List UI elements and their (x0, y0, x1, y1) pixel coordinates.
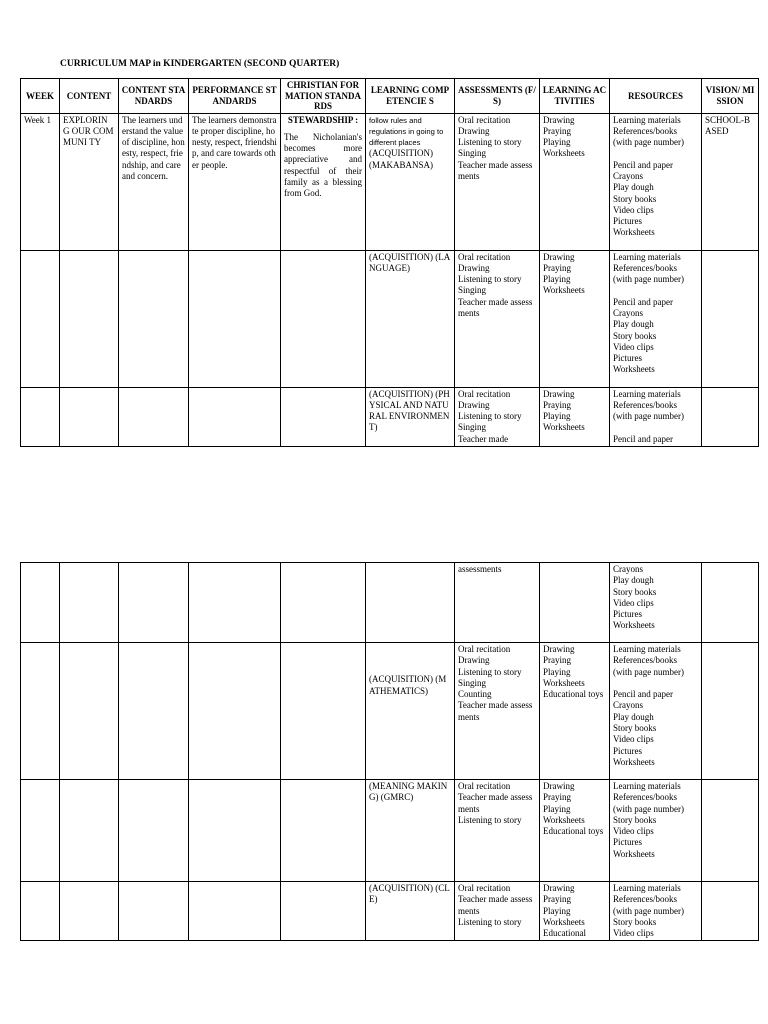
list-item: Singing (458, 422, 487, 433)
list-item: Crayons (613, 170, 643, 181)
header-content: CONTENT (60, 79, 119, 114)
list-item: Learning materials (613, 781, 681, 791)
table-row (21, 643, 759, 780)
assessments-cell (455, 250, 540, 387)
list-item: Oral recitation (458, 644, 511, 654)
week-cell: Week 1 (21, 113, 60, 250)
competency-cell (366, 113, 455, 250)
list-item: Teacher made (458, 433, 509, 444)
resources-cell (610, 113, 702, 250)
list-item: Listening to story (458, 814, 522, 825)
list-item: Play dough (613, 575, 654, 586)
list-item: Worksheets (613, 227, 655, 238)
resources-cell (610, 563, 702, 643)
list-item: Praying (543, 655, 571, 666)
vision-cell: SCHOOL-BASED (702, 113, 759, 250)
list-item: Oral recitation (458, 781, 511, 791)
list-item: Video clips (613, 597, 654, 608)
assessments-cell (455, 387, 540, 446)
list-item: Video clips (613, 204, 654, 215)
list-item: Play dough (613, 711, 654, 722)
resources-cell (610, 780, 702, 882)
list-item: Story books (613, 330, 657, 341)
list-item: Story books (613, 586, 657, 597)
list-item: Counting (458, 689, 492, 700)
list-item: Video clips (613, 928, 654, 939)
competency-cell: (ACQUISITION) (LANGUAGE) (366, 250, 455, 387)
curriculum-table-page-2 (20, 562, 759, 941)
list-item: Oral recitation (458, 883, 511, 893)
list-item: Worksheets (613, 848, 655, 859)
competency-cell: (ACQUISITION) (PHYSICAL AND NATURAL ENVIRONMENT) (366, 387, 455, 446)
list-item: Teacher made assessments (458, 296, 533, 318)
list-item: Video clips (613, 826, 654, 837)
list-item: Drawing (458, 125, 490, 136)
list-item: Crayons (613, 564, 643, 574)
assessments-cell (455, 882, 540, 941)
list-item: Playing (543, 274, 571, 285)
list-item: Praying (543, 262, 571, 273)
list-item: Pictures (613, 353, 642, 364)
list-item: Praying (543, 894, 571, 905)
list-item: Drawing (543, 883, 575, 893)
resources-cell (610, 882, 702, 941)
header-vision-mission: VISION/ MISSION (702, 79, 759, 114)
list-item: Pictures (613, 745, 642, 756)
assessments-cell (455, 643, 540, 780)
list-item: Teacher made assessments (458, 894, 533, 916)
list-item: Listening to story (458, 916, 522, 927)
competency-cell: (ACQUISITION) (CLE) (366, 882, 455, 941)
list-item: (with page number) (613, 411, 684, 422)
activities-cell (540, 387, 610, 446)
spacer (613, 422, 698, 433)
list-item: (with page number) (613, 137, 684, 148)
list-item: Learning materials (613, 644, 681, 654)
list-item: Play dough (613, 182, 654, 193)
list-item: Playing (543, 905, 571, 916)
resources-cell (610, 643, 702, 780)
list-item: Learning materials (613, 114, 681, 125)
list-item: Oral recitation (458, 251, 511, 262)
list-item: Worksheets (543, 285, 585, 296)
list-item: Pencil and paper (613, 159, 673, 170)
list-item: Drawing (543, 251, 575, 262)
list-item: Oral recitation (458, 388, 511, 399)
list-item: Worksheets (543, 677, 585, 688)
list-item: Worksheets (613, 620, 655, 631)
activities-cell (540, 250, 610, 387)
list-item: Video clips (613, 734, 654, 745)
list-item: Worksheets (613, 756, 655, 767)
list-item: Playing (543, 803, 571, 814)
list-item: Listening to story (458, 666, 522, 677)
christian-text: The Nicholanian's becomes more appreciative and respectful of their family as a blessing from God. (284, 131, 362, 199)
list-item: References/books (613, 399, 677, 410)
list-item: Drawing (543, 644, 575, 654)
competency-cell: (ACQUISITION) (MATHEMATICS) (366, 643, 455, 780)
list-item: Crayons (613, 307, 643, 318)
list-item: Video clips (613, 341, 654, 352)
list-item: Pictures (613, 609, 642, 620)
activities-cell (540, 643, 610, 780)
list-item: Playing (543, 666, 571, 677)
list-item: References/books (613, 262, 677, 273)
header-week: WEEK (21, 79, 60, 114)
list-item: Story books (613, 193, 657, 204)
list-item: Teacher made assessments (458, 159, 533, 181)
resources-cell (610, 250, 702, 387)
list-item: Learning materials (613, 883, 681, 893)
spacer (613, 678, 698, 689)
list-item: Singing (458, 677, 487, 688)
list-item: Oral recitation (458, 114, 511, 125)
list-item: Singing (458, 148, 487, 159)
list-item: Teacher made assessments (458, 700, 533, 722)
list-item: (with page number) (613, 666, 684, 677)
list-item: Learning materials (613, 388, 681, 399)
list-item: Drawing (543, 114, 575, 125)
table-row (21, 113, 759, 250)
list-item: References/books (613, 125, 677, 136)
content-standards-cell: The learners understand the value of discipline, honesty, respect, friendship, and care and concern. (119, 113, 189, 250)
resources-cell (610, 387, 702, 446)
curriculum-table-page-1 (20, 78, 759, 447)
list-item: Educational toys (543, 689, 604, 700)
list-item: Drawing (458, 655, 490, 666)
list-item: References/books (613, 792, 677, 803)
list-item: Crayons (613, 700, 643, 711)
list-item: Educational (543, 928, 586, 939)
list-item: Story books (613, 723, 657, 734)
competency-note: follow rules and regulations in going to different places (369, 115, 444, 148)
performance-standards-cell: The learners demonstrate proper discipline, honesty, respect, friendship, and care towards other people. (189, 113, 281, 250)
list-item: Drawing (543, 781, 575, 791)
header-performance-standards: PERFORMANCE STANDARDS (189, 79, 281, 114)
assessments-cell (455, 563, 540, 643)
assessments-cell (455, 113, 540, 250)
activities-cell (540, 113, 610, 250)
list-item: Educational toys (543, 826, 604, 837)
spacer (613, 148, 698, 159)
list-item: Listening to story (458, 411, 522, 422)
list-item: Singing (458, 285, 487, 296)
list-item: Worksheets (543, 422, 585, 433)
table-row (21, 387, 759, 446)
header-row (21, 79, 759, 114)
competency-cell: (MEANING MAKING) (GMRC) (366, 780, 455, 882)
list-item: Worksheets (543, 916, 585, 927)
christian-heading: STEWARDSHIP : (287, 114, 359, 125)
table-row (21, 250, 759, 387)
table-row (21, 563, 759, 643)
list-item: Praying (543, 399, 571, 410)
competency-label: (ACQUISITION) (MAKABANSA) (369, 148, 434, 170)
christian-formation-cell (281, 113, 366, 250)
table-row (21, 780, 759, 882)
list-item: Playing (543, 137, 571, 148)
list-item: (with page number) (613, 905, 684, 916)
list-item: Story books (613, 916, 657, 927)
header-assessments: ASSESSMENTS (F/S) (455, 79, 540, 114)
list-item: Pictures (613, 216, 642, 227)
list-item: Teacher made assessments (458, 792, 533, 814)
header-learning-activities: LEARNING ACTIVITIES (540, 79, 610, 114)
list-item: Learning materials (613, 251, 681, 262)
list-item: (with page number) (613, 803, 684, 814)
list-item: Drawing (543, 388, 575, 399)
list-item: Play dough (613, 319, 654, 330)
list-item: Pictures (613, 837, 642, 848)
list-item: Worksheets (613, 364, 655, 375)
list-item: Worksheets (543, 148, 585, 159)
activities-cell (540, 882, 610, 941)
header-christian-formation: CHRISTIAN FORMATION STANDARDS (281, 79, 366, 114)
list-item: Pencil and paper (613, 689, 673, 700)
list-item: Drawing (458, 399, 490, 410)
document-title: CURRICULUM MAP in KINDERGARTEN (SECOND QUARTER) (60, 59, 340, 69)
list-item: Pencil and paper (613, 433, 673, 444)
list-item: Praying (543, 792, 571, 803)
list-item: Listening to story (458, 274, 522, 285)
table-row (21, 882, 759, 941)
list-item: References/books (613, 894, 677, 905)
list-item: Praying (543, 125, 571, 136)
list-item: Story books (613, 814, 657, 825)
list-item: (with page number) (613, 274, 684, 285)
activities-cell (540, 780, 610, 882)
list-item: Pencil and paper (613, 296, 673, 307)
list-item: Playing (543, 411, 571, 422)
header-learning-competencies: LEARNING COMPETENCIE S (366, 79, 455, 114)
content-cell: EXPLORIN G OUR COMMUNI TY (60, 113, 119, 250)
list-item: Worksheets (543, 814, 585, 825)
list-item: Listening to story (458, 137, 522, 148)
assessments-cell (455, 780, 540, 882)
header-resources: RESOURCES (610, 79, 702, 114)
spacer (613, 285, 698, 296)
list-item: assessments (458, 564, 502, 574)
list-item: Drawing (458, 262, 490, 273)
header-content-standards: CONTENT STANDARDS (119, 79, 189, 114)
list-item: References/books (613, 655, 677, 666)
